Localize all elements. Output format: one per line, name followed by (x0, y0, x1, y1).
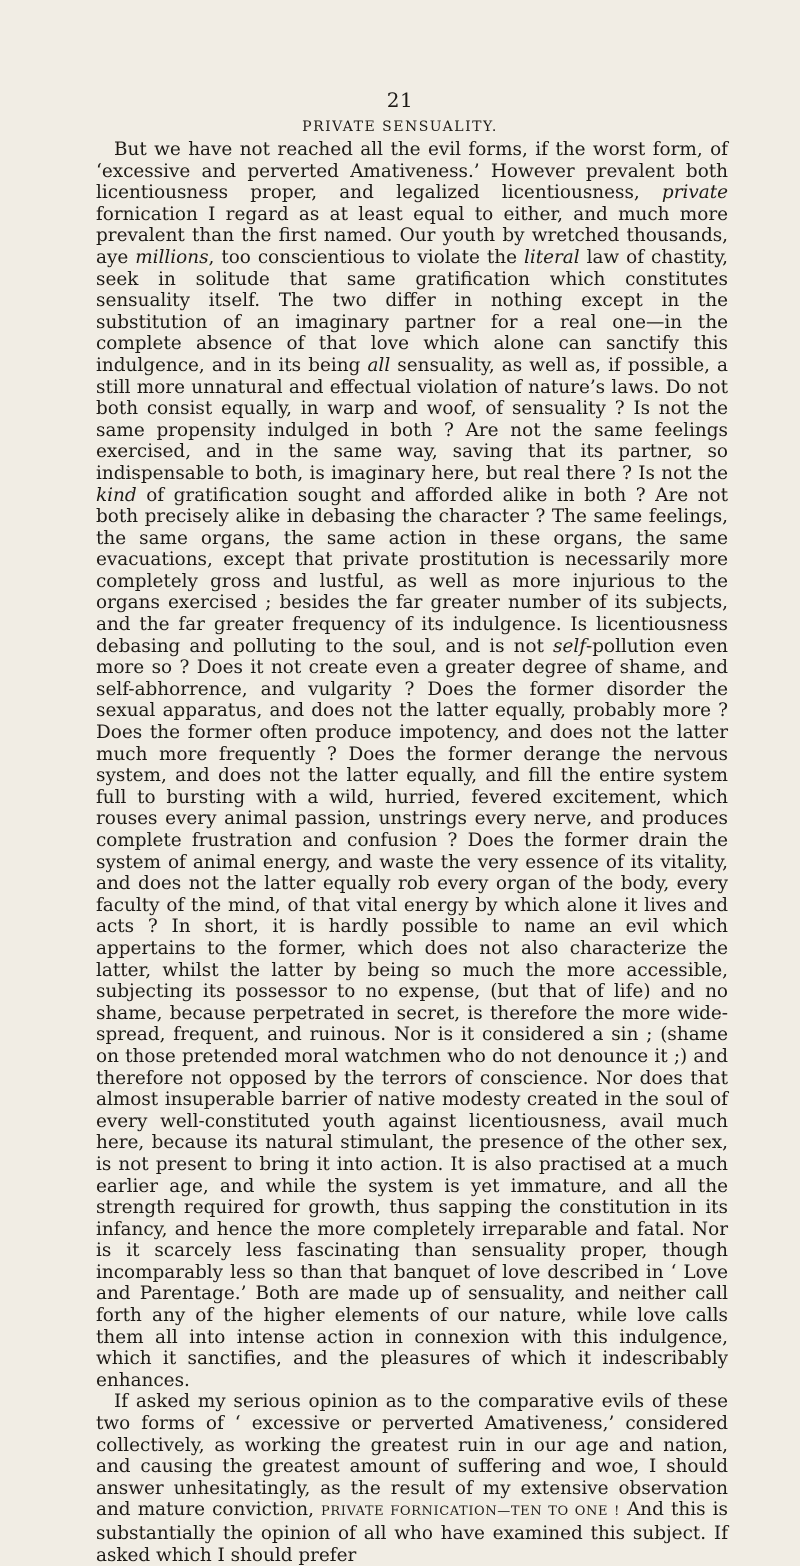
paragraph (96, 1391, 728, 1566)
text-run: If asked my serious opinion as to the comparative evils of these two forms of ‘ excessive or perverted Amativeness,’ considered collectively, as working the greatest ruin in our age and nation, and causing the greatest amount of suffering and woe, I should answer unhesitatingly, as the result of my extensive observation and mature conviction, (96, 1391, 728, 1521)
italic-run: literal (523, 246, 580, 268)
italic-run: self (553, 635, 587, 657)
italic-run: millions (135, 246, 209, 268)
text-run: sensuality, as well as, if possible, a still more unnatural and effectual violation of nature’s laws. Do not both consist equally, in warp and woof, of sensuality ? Is not the same propensity indulged in both ? Are not the same feelings exercised, and in the same way, saving that its partner, so indispensable to both, is imaginary here, but real there ? Is not the (96, 354, 728, 484)
text-run: law of chastity, seek in solitude that same gratification which constitutes sensuality itself. The two differ in nothing except in the substitution of an imaginary partner for a real one—in the complete absence of that love which alone can sanctify this indulgence, and in its being (96, 246, 728, 376)
text-run: -pollution even more so ? Does it not create even a greater degree of shame, and self-abhorrence, and vulgarity ? Does the former disorder the sexual apparatus, and does not the latter equally, probably more ? Does the former often produce impotency, and does not the latter much more frequently ? Does the former derange the nervous system, and does not the latter equally, and fill the entire system full to bursting with a wild, hurried, fevered excitement, which rouses every animal passion, unstrings every nerve, and produces complete frustration and confusion ? Does the former drain the system of animal energy, and waste the very essence of its vitality, and does not the latter equally rob every organ of the body, every faculty of the mind, of that vital energy by which alone it lives and acts ? In short, it is hardly possible to name an evil which appertains to the former, which does not also characterize the latter, whilst the latter by being so much the more accessible, subjecting its possessor to no expense, (but that of life) and no shame, because perpetrated in secret, is therefore the more wide-spread, frequent, and ruinous. Nor is it considered a sin ; (shame on those pretended moral watchmen who do not denounce it ;) and therefore not opposed by the terrors of conscience. Nor does that almost insuperable barrier of native modesty created in the soul of every well-constituted youth against licentiousness, avail much here, because its natural stimulant, the presence of the other sex, is not present to bring it into action. It is also practised at a much earlier age, and while the system is yet immature, and all the strength required for growth, thus sapping the constitution in its infancy, and hence the more completely irreparable and fatal. Nor is it scarcely less fascinating than sensuality proper, though incomparably less so than that banquet of love described in ‘ Love and Parentage.’ Both are made up of sensuality, and neither call forth any of the higher elements of our nature, while love calls them all into intense action in connexion with this indulgence, which it sanctifies, and the pleasures of which it indescribably enhances. (96, 635, 728, 1391)
italic-run: private (661, 182, 728, 204)
italic-run: all (367, 354, 391, 376)
text-run: But we have not reached all the evil forms, if the worst form, of ‘excessive and perverted Amativeness.’ However prevalent both licentiousness proper, and legalized licentiousness, (96, 139, 728, 204)
page-number: 21 (386, 88, 414, 112)
paragraph (96, 139, 728, 1391)
text-run: fornication I regard as at least equal to either, and much more prevalent than the first named. Our youth by wretched thousands, aye (96, 203, 728, 268)
text-run: , too conscientious to violate the (208, 246, 524, 268)
text-run: And this is substantially the opinion of all who have examined this subject. If asked which I should prefer (96, 1499, 728, 1566)
small-caps-run: PRIVATE FORNICATION—TEN TO ONE ! (321, 1504, 620, 1520)
body-text (96, 139, 728, 1566)
text-run: of gratification sought and afforded alike in both ? Are not both precisely alike in debasing the character ? The same feelings, the same organs, the same action in these organs, the same evacuations, except that private prostitution is necessarily more completely gross and lustful, as well as more injurious to the organs exercised ; besides the far greater number of its subjects, and the far greater frequency of its indulgence. Is licentiousness debasing and polluting to the soul, and is not (96, 484, 728, 657)
italic-run: kind (96, 484, 137, 506)
running-head: PRIVATE SENSUALITY. (302, 119, 498, 135)
